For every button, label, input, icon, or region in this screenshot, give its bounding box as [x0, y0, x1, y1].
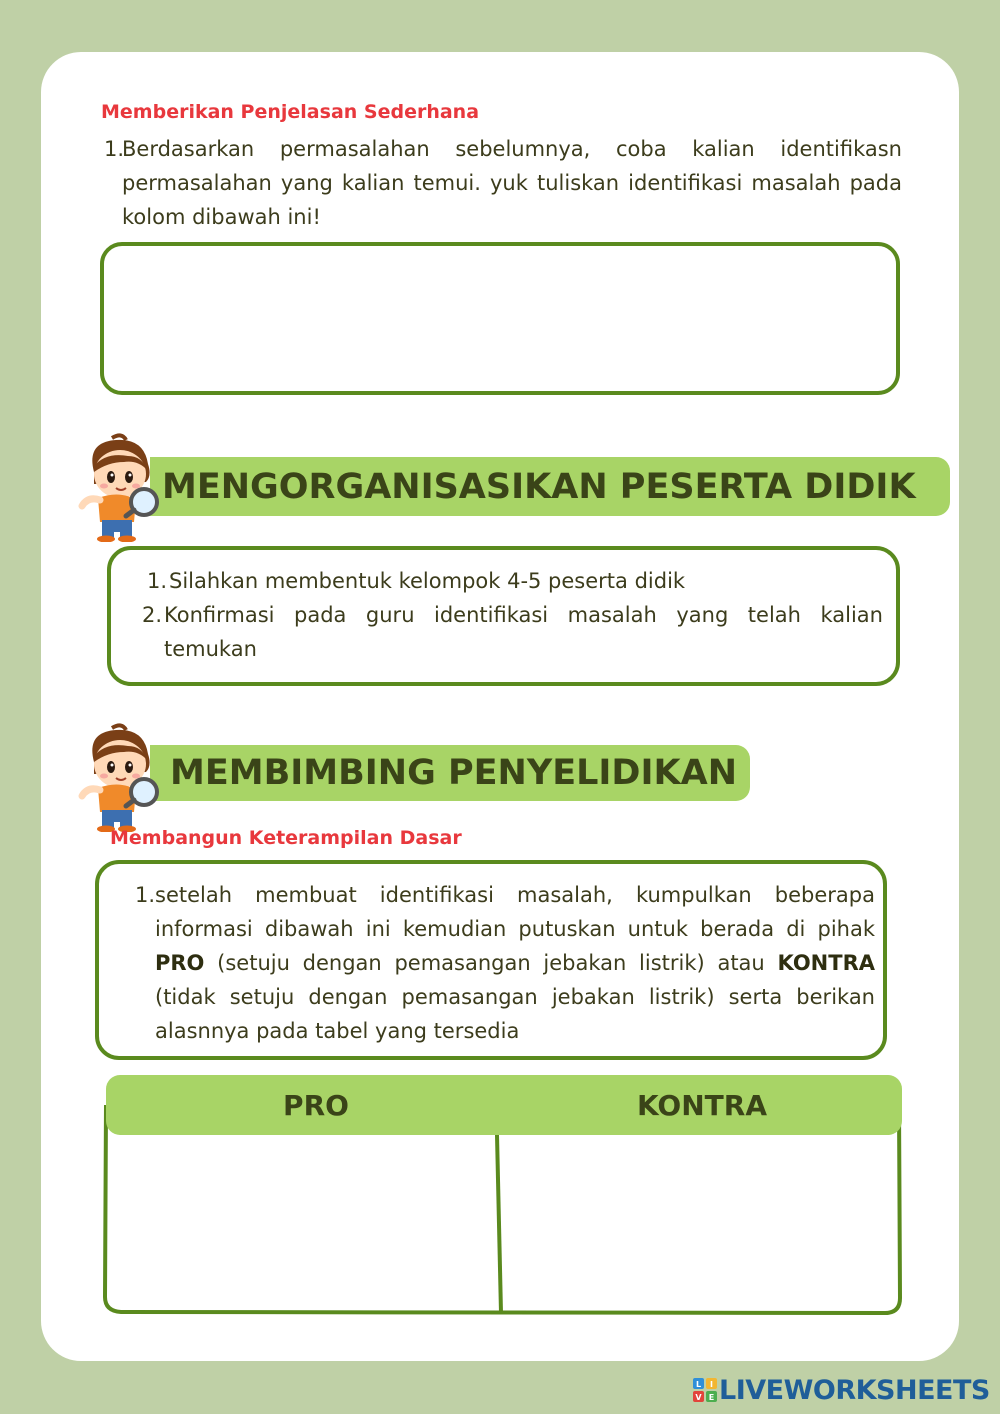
liveworksheets-badge-icon — [693, 1378, 717, 1402]
svg-text:L: L — [695, 1380, 702, 1389]
table-header — [106, 1075, 902, 1135]
section3-title: MEMBIMBING PENYELIDIKAN — [170, 753, 738, 793]
question-number: 1. — [104, 137, 125, 161]
pro-answer-cell[interactable] — [111, 1139, 493, 1307]
boy-magnifier-illustration — [72, 432, 164, 542]
liveworksheets-logo[interactable] — [693, 1374, 990, 1406]
section3-title-band — [150, 745, 750, 801]
section2-title: MENGORGANISASIKAN PESERTA DIDIK — [162, 466, 916, 507]
boy-magnifier-illustration — [72, 722, 164, 832]
svg-text:V: V — [695, 1393, 702, 1402]
svg-text:E: E — [708, 1393, 715, 1402]
svg-text:I: I — [710, 1380, 713, 1389]
section1-question — [104, 132, 902, 234]
kontra-answer-cell[interactable] — [505, 1139, 893, 1307]
pro-keyword: PRO — [155, 951, 205, 975]
pro-kontra-table — [103, 1075, 901, 1315]
question-text: Berdasarkan permasalahan sebelumnya, coba kalian identifikasn permasalahan yang kalian temui. yuk tuliskan identifikasi masalah pada kolom dibawah ini! — [122, 137, 902, 229]
instruction-item: 1. Silahkan membentuk kelompok 4-5 peserta didik — [147, 569, 686, 593]
section2-instructions-box — [107, 546, 900, 686]
section1-subtitle: Memberikan Penjelasan Sederhana — [101, 101, 480, 123]
section3-subtitle: Membangun Keterampilan Dasar — [110, 827, 462, 849]
instruction-item: 2. Konfirmasi pada guru identifikasi masalah yang telah kalian temukan — [142, 603, 883, 661]
pro-column-header: PRO — [283, 1089, 349, 1122]
liveworksheets-brand: LIVEWORKSHEETS — [719, 1374, 990, 1406]
kontra-keyword: KONTRA — [777, 951, 875, 975]
section3-instruction: 1. setelah membuat identifikasi masalah, kumpulkan beberapa informasi dibawah ini kemudian putuskan untuk berada di pihak PRO (setuju dengan pemasangan jebakan listrik) atau KONTRA (tidak setuju dengan pemasangan jebakan listrik) serta berikan alasnnya pada tabel yang tersedia — [135, 883, 875, 1043]
section2-title-band — [150, 457, 950, 516]
kontra-column-header: KONTRA — [636, 1089, 767, 1122]
section3-instructions-box — [95, 860, 887, 1060]
identification-answer-box[interactable] — [100, 242, 900, 395]
